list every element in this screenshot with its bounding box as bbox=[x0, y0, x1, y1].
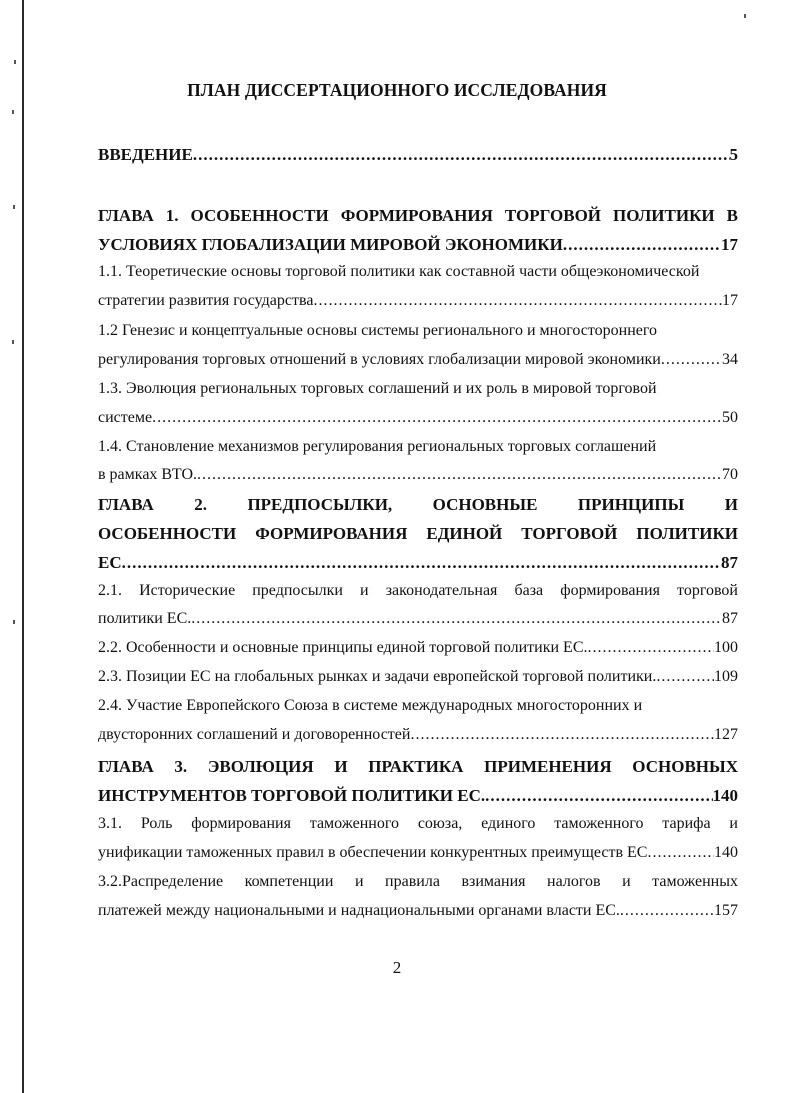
binding-edge-line bbox=[22, 0, 24, 1093]
toc-section-2-3 bbox=[98, 668, 738, 686]
toc-section-1-1-line-1: 1.1. Теоретические основы торговой политики как составной части общеэкономической bbox=[98, 263, 700, 280]
toc-section-1-4-line-1: 1.4. Становление механизмов регулирования региональных торговых соглашений bbox=[98, 438, 657, 455]
page-number: 2 bbox=[392, 958, 402, 977]
dot-leader bbox=[122, 553, 721, 573]
toc-chapter-3-line-1: ГЛАВА 3. ЭВОЛЮЦИЯ И ПРАКТИКА ПРИМЕНЕНИЯ ОСНОВНЫХ bbox=[98, 757, 738, 776]
toc-page-number: 70 bbox=[722, 466, 738, 483]
toc-section-1-2-line-2 bbox=[98, 351, 738, 369]
toc-section-2-1-line-2 bbox=[98, 610, 738, 628]
scan-speck bbox=[744, 14, 746, 18]
dot-leader bbox=[313, 292, 722, 310]
toc-section-3-1-line-1: 3.1. Роль формирования таможенного союза, единого таможенного тарифа и bbox=[98, 815, 738, 832]
toc-section-1-2-line-1: 1.2 Генезис и концептуальные основы системы регионального и многостороннего bbox=[98, 322, 658, 339]
toc-chapter-1-line-2 bbox=[98, 235, 738, 255]
toc-chapter-2-line-3 bbox=[98, 553, 738, 573]
toc-page-number: 50 bbox=[722, 409, 738, 426]
dot-leader bbox=[661, 351, 722, 369]
toc-entry-introduction bbox=[98, 145, 738, 165]
toc-chapter-2-line-2: ОСОБЕННОСТИ ФОРМИРОВАНИЯ ЕДИНОЙ ТОРГОВОЙ ПОЛИТИКИ bbox=[98, 524, 738, 543]
toc-section-3-2-line-2 bbox=[98, 902, 738, 920]
toc-entry-text: ЕС bbox=[98, 553, 122, 572]
toc-entry-text: платежей между национальными и наднациональными органами власти ЕС. bbox=[98, 902, 620, 919]
toc-page-number: 109 bbox=[714, 668, 738, 685]
scan-speck bbox=[13, 620, 15, 624]
dot-leader bbox=[485, 786, 712, 806]
toc-chapter-2-line-1: ГЛАВА 2. ПРЕДПОСЫЛКИ, ОСНОВНЫЕ ПРИНЦИПЫ И bbox=[98, 495, 738, 514]
toc-page-number: 127 bbox=[714, 726, 738, 743]
toc-section-2-2 bbox=[98, 639, 738, 657]
toc-page-number: 5 bbox=[729, 145, 738, 164]
toc-entry-text: УСЛОВИЯХ ГЛОБАЛИЗАЦИИ МИРОВОЙ ЭКОНОМИКИ bbox=[98, 235, 563, 254]
dot-leader bbox=[197, 466, 722, 484]
toc-entry-text: системе bbox=[98, 409, 153, 426]
dot-leader bbox=[191, 610, 722, 628]
toc-entry-text: в рамках ВТО. bbox=[98, 466, 197, 483]
dot-leader bbox=[193, 145, 730, 165]
toc-page-number: 140 bbox=[712, 786, 738, 805]
dot-leader bbox=[152, 409, 722, 427]
dot-leader bbox=[647, 844, 714, 862]
toc-page-number: 140 bbox=[714, 844, 738, 861]
toc-page-number: 157 bbox=[714, 902, 738, 919]
toc-entry-text: политики ЕС. bbox=[98, 610, 192, 627]
toc-entry-text: 2.2. Особенности и основные принципы единой торговой политики ЕС. bbox=[98, 639, 588, 656]
toc-page-number: 100 bbox=[714, 639, 738, 656]
toc-section-1-3-line-1: 1.3. Эволюция региональных торговых соглашений и их роль в мировой торговой bbox=[98, 380, 657, 397]
toc-entry-text: стратегии развития государства bbox=[98, 292, 314, 309]
toc-section-1-3-line-2 bbox=[98, 409, 738, 427]
scan-speck bbox=[13, 205, 15, 209]
toc-section-1-1-line-2 bbox=[98, 292, 738, 310]
toc-section-2-4-line-2 bbox=[98, 726, 738, 744]
toc-section-3-1-line-2 bbox=[98, 844, 738, 862]
dot-leader bbox=[563, 235, 721, 255]
document-title: ПЛАН ДИССЕРТАЦИОННОГО ИССЛЕДОВАНИЯ bbox=[187, 80, 607, 100]
toc-entry-text: ИНСТРУМЕНТОВ ТОРГОВОЙ ПОЛИТИКИ ЕС. bbox=[98, 786, 486, 805]
scan-speck bbox=[12, 340, 14, 344]
dot-leader bbox=[410, 726, 714, 744]
dot-leader bbox=[656, 668, 714, 686]
toc-section-2-4-line-1: 2.4. Участие Европейского Союза в системе международных многосторонних и bbox=[98, 697, 643, 714]
toc-page-number: 17 bbox=[721, 235, 738, 254]
toc-entry-text: ВВЕДЕНИЕ bbox=[98, 145, 193, 164]
dot-leader bbox=[588, 639, 715, 657]
toc-section-1-4-line-2 bbox=[98, 466, 738, 484]
scan-speck bbox=[12, 110, 14, 114]
toc-section-3-2-line-1: 3.2.Распределение компетенции и правила взимания налогов и таможенных bbox=[98, 873, 738, 890]
toc-page-number: 87 bbox=[722, 610, 738, 627]
toc-page-number: 34 bbox=[722, 351, 738, 368]
dot-leader bbox=[620, 902, 714, 920]
toc-entry-text: унификации таможенных правил в обеспечении конкурентных преимуществ ЕС bbox=[98, 844, 648, 861]
toc-page-number: 87 bbox=[721, 553, 738, 572]
toc-chapter-1-line-1: ГЛАВА 1. ОСОБЕННОСТИ ФОРМИРОВАНИЯ ТОРГОВОЙ ПОЛИТИКИ В bbox=[98, 206, 738, 225]
toc-section-2-1-line-1: 2.1. Исторические предпосылки и законодательная база формирования торговой bbox=[98, 582, 738, 599]
toc-entry-text: двусторонних соглашений и договоренностей bbox=[98, 726, 411, 743]
toc-entry-text: регулирования торговых отношений в условиях глобализации мировой экономики bbox=[98, 351, 661, 368]
toc-page-number: 17 bbox=[722, 292, 738, 309]
toc-entry-text: 2.3. Позиции ЕС на глобальных рынках и задачи европейской торговой политики. bbox=[98, 668, 657, 685]
scan-speck bbox=[14, 60, 16, 64]
toc-chapter-3-line-2 bbox=[98, 786, 738, 806]
